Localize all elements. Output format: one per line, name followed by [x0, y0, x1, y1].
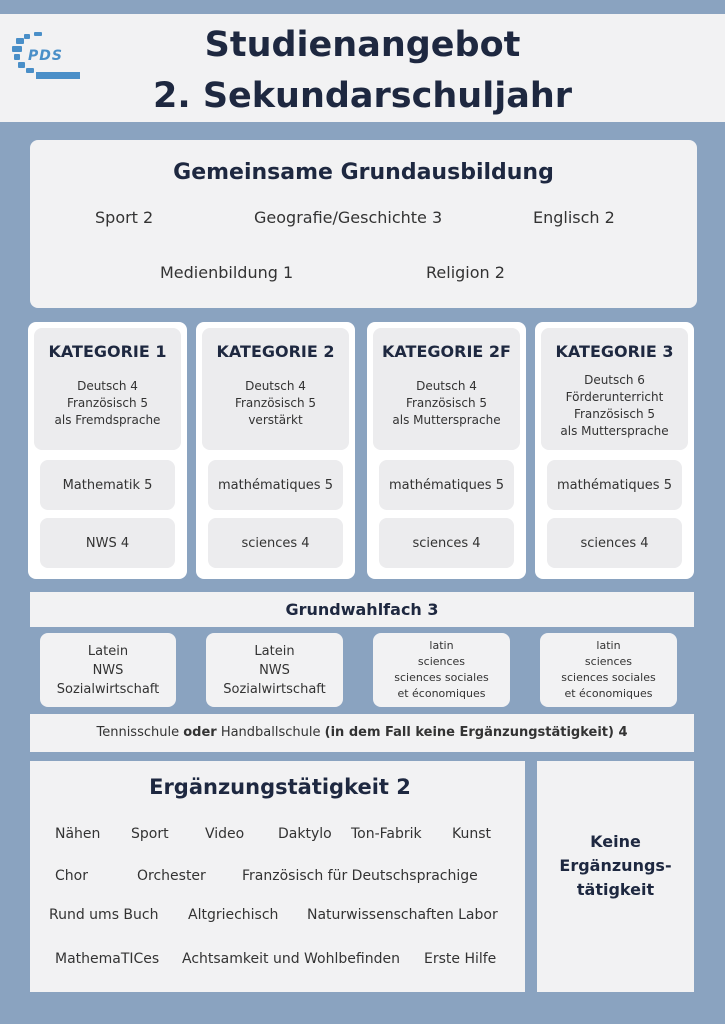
science-subject: NWS 4 [40, 518, 175, 568]
kategorie-languages: Deutsch 4 Französisch 5 verstärkt [234, 379, 317, 427]
keine-line-3: tätigkeit [576, 880, 655, 899]
sportschule-bar [30, 714, 694, 752]
kategorie-name: KATEGORIE 2 [216, 342, 335, 361]
title-line-2: 2. Sekundarschuljahr [152, 76, 573, 116]
science-subject: sciences 4 [547, 518, 682, 568]
tennisschule-label: Tennisschule [96, 725, 184, 740]
handballschule-label: Handballschule [216, 725, 325, 740]
activity-item: Naturwissenschaften Labor [307, 907, 498, 923]
or-connector: oder [183, 725, 217, 740]
activity-item: Französisch für Deutschsprachige [242, 868, 478, 884]
header [0, 14, 725, 122]
activity-item: Chor [55, 868, 88, 884]
grundwahlfach-title: Grundwahlfach 3 [285, 600, 439, 619]
kategorie-name: KATEGORIE 1 [48, 342, 167, 361]
kategorie-header [34, 328, 181, 450]
subject: Religion 2 [426, 263, 505, 282]
subject: Sport 2 [95, 208, 154, 227]
kategorie-card [367, 322, 526, 579]
science-subject: sciences 4 [208, 518, 343, 568]
math-subject: Mathematik 5 [40, 460, 175, 510]
grundwahlfach-option: Latein NWS Sozialwirtschaft [40, 633, 176, 707]
activity-item: Daktylo [278, 826, 332, 842]
title-line-1: Studienangebot [204, 25, 521, 65]
science-subject: sciences 4 [379, 518, 514, 568]
keine-ergaenzung-panel [537, 761, 694, 992]
activity-item: MathemaTICes [55, 951, 160, 967]
activity-item: Sport [131, 826, 169, 842]
grundausbildung-title: Gemeinsame Grundausbildung [173, 160, 554, 185]
activity-item: Kunst [452, 826, 492, 842]
activity-item: Altgriechisch [188, 907, 279, 923]
subject: Geografie/Geschichte 3 [254, 208, 443, 227]
page-title [0, 20, 725, 122]
activity-item: Achtsamkeit und Wohlbefinden [182, 951, 400, 967]
sportschule-text [30, 714, 694, 752]
kategorie-card [535, 322, 694, 579]
grundwahlfach-bar [30, 592, 694, 627]
kategorie-card [28, 322, 187, 579]
grundausbildung-panel [30, 140, 697, 308]
kategorie-header [541, 328, 688, 450]
activity-item: Video [205, 826, 245, 842]
ergaenzung-title: Ergänzungstätigkeit 2 [149, 775, 411, 799]
math-subject: mathématiques 5 [379, 460, 514, 510]
math-subject: mathématiques 5 [208, 460, 343, 510]
kategorie-languages: Deutsch 6 Förderunterricht Französisch 5 als Muttersprache [560, 373, 669, 438]
sportschule-note: (in dem Fall keine Ergänzungstätigkeit) 4 [324, 725, 628, 740]
activity-item: Nähen [55, 826, 101, 842]
kategorie-name: KATEGORIE 2F [382, 342, 511, 361]
kategorie-header [373, 328, 520, 450]
ergaenzung-panel [30, 761, 525, 992]
math-subject: mathématiques 5 [547, 460, 682, 510]
logo-text: PDS [28, 48, 63, 64]
kategorie-languages: Deutsch 4 Französisch 5 als Muttersprache [392, 379, 501, 427]
kategorie-header [202, 328, 349, 450]
activity-item: Ton-Fabrik [351, 826, 422, 842]
activity-item: Orchester [137, 868, 206, 884]
subject: Englisch 2 [533, 208, 615, 227]
grundwahlfach-option: latin sciences sciences sociales et économiques [540, 633, 677, 707]
keine-line-1: Keine [590, 832, 641, 851]
keine-line-2: Ergänzungs- [559, 856, 672, 875]
grundwahlfach-option: latin sciences sciences sociales et économiques [373, 633, 510, 707]
activity-item: Erste Hilfe [424, 951, 497, 967]
subject: Medienbildung 1 [160, 263, 294, 282]
activity-item: Rund ums Buch [49, 907, 159, 923]
grundwahlfach-option: Latein NWS Sozialwirtschaft [206, 633, 343, 707]
kategorie-card [196, 322, 355, 579]
kategorie-languages: Deutsch 4 Französisch 5 als Fremdsprache [54, 379, 161, 427]
kategorie-name: KATEGORIE 3 [555, 342, 674, 361]
keine-ergaenzung-text [537, 830, 694, 902]
